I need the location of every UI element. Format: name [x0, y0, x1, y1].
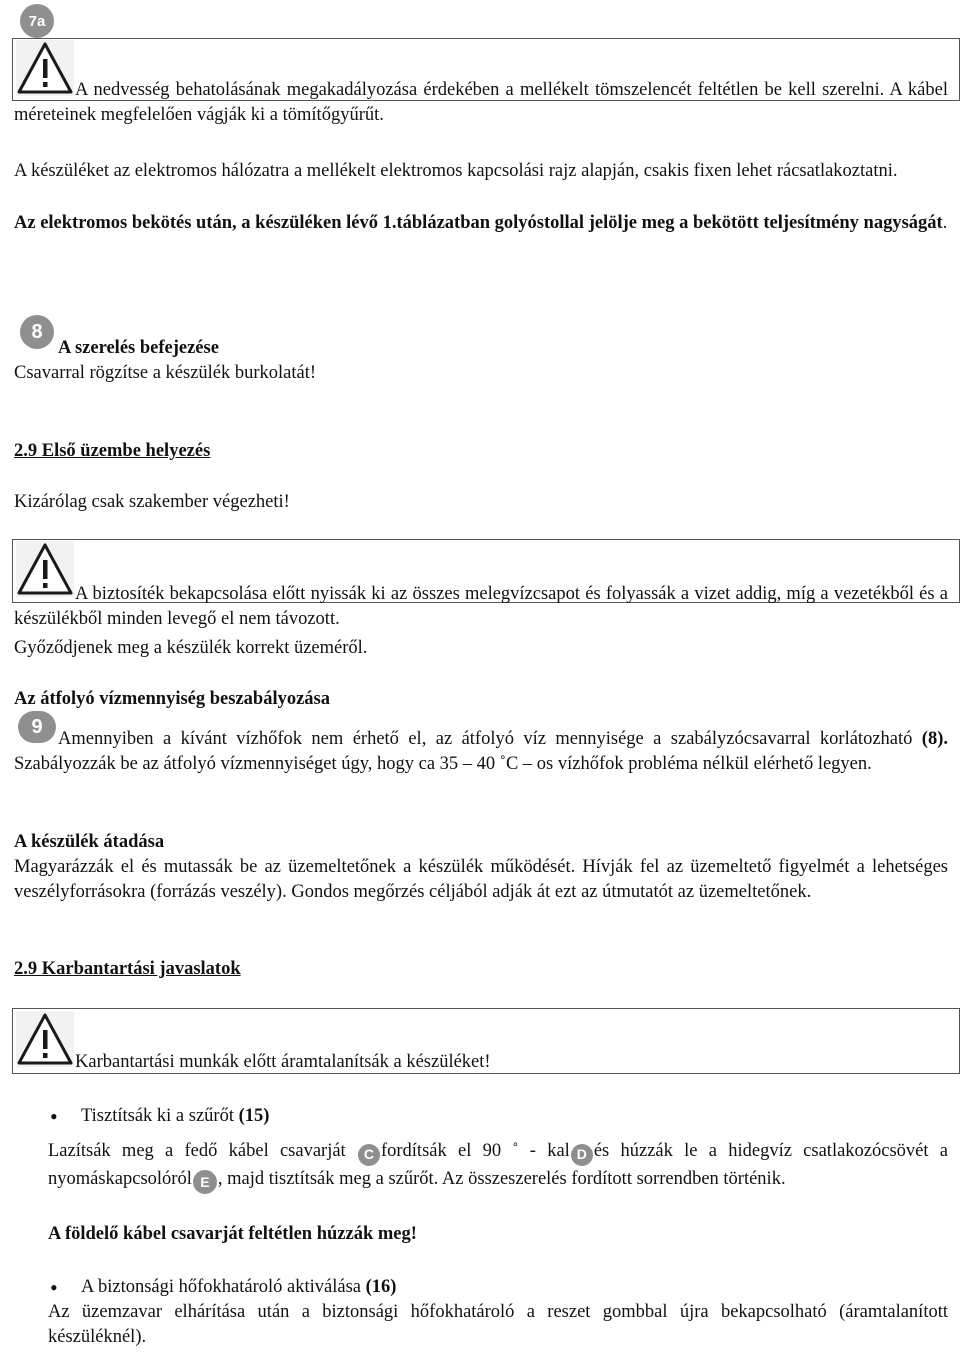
- warning-2-text: A biztosíték bekapcsolása előtt nyissák ki az összes melegvízcsapot és folyassák a vizet addig, míg a vezetékből és a készülékből minden levegő el nem távozott.: [14, 584, 948, 629]
- warning-triangle-icon: [16, 1010, 74, 1068]
- handover-text: Magyarázzák el és mutassák be az üzemeltetőnek a készülék működését. Hívják fel az üzemeltető figyelmét a lehetséges veszélyforrásokra (forrázás veszély). Gondos megőrzés céljából adják át ezt az útmutatót az üzemeltetőnek.: [14, 857, 948, 902]
- bullet-1-text: Lazítsák meg a fedő kábel csavarját C fordítsák el 90 ˚ - kal D és húzzák le a hidegvíz csatlakozócsövét a nyomáskapcsolóról E , majd tisztítsák meg a szűrőt. Az összeszerelés fordított sorrendben történik.: [48, 1138, 948, 1194]
- step-c-badge: C: [358, 1144, 380, 1166]
- warning-3-text: Karbantartási munkák előtt áramtalanítsák a készüléket!: [75, 1052, 491, 1072]
- ground-cable-warning: A földelő kábel csavarját feltétlen húzzák meg!: [48, 1224, 417, 1244]
- step-9-badge: 9: [18, 711, 56, 743]
- maintenance-heading: 2.9 Karbantartási javaslatok: [14, 959, 241, 979]
- step-8-title: A szerelés befejezése: [58, 338, 219, 358]
- check-text: Győződjenek meg a készülék korrekt üzeméről.: [14, 638, 368, 658]
- para-connect: A készüléket az elektromos hálózatra a mellékelt elektromos kapcsolási rajz alapján, csakis fixen lehet rácsatlakoztatni.: [14, 161, 898, 181]
- first-use-heading: 2.9 Első üzembe helyezés: [14, 441, 211, 461]
- warning-1-text: A nedvesség behatolásának megakadályozása érdekében a mellékelt tömszelencét feltétlen be kell szerelni. A kábel méreteinek megfelelően vágják ki a tömítőgyűrűt.: [14, 80, 948, 125]
- step-8-text: Csavarral rögzítse a készülék burkolatát!: [14, 363, 317, 383]
- handover-heading: A készülék átadása: [14, 832, 165, 852]
- step-8-badge: 8: [20, 315, 54, 349]
- step-7a-badge: 7a: [20, 4, 54, 38]
- step-e-badge: E: [193, 1170, 217, 1194]
- first-use-text: Kizárólag csak szakember végezheti!: [14, 492, 290, 512]
- bullet-filter: • Tisztítsák ki a szűrőt (15): [81, 1104, 269, 1129]
- para-mark: Az elektromos bekötés után, a készüléken lévő 1.táblázatban golyóstollal jelölje meg a bekötött teljesítmény nagyságát.: [14, 213, 948, 233]
- flow-text: Amennyiben a kívánt vízhőfok nem érhető el, az átfolyó víz mennyisége a szabályzócsavarral korlátozható (8). Szabályozzák be az átfolyó vízmennyiséget úgy, hogy ca 35 – 40 ˚C – os vízhőfok probléma nélkül elérhető legyen.: [14, 729, 948, 774]
- flow-heading: Az átfolyó vízmennyiség beszabályozása: [14, 689, 331, 709]
- bullet-2-text: Az üzemzavar elhárítása után a biztonsági hőfokhatároló a reszet gombbal újra bekapcsolható (áramtalanított készüléknél).: [48, 1302, 948, 1347]
- step-d-badge: D: [571, 1144, 593, 1166]
- bullet-thermostat: • A biztonsági hőfokhatároló aktiválása (16): [81, 1275, 396, 1300]
